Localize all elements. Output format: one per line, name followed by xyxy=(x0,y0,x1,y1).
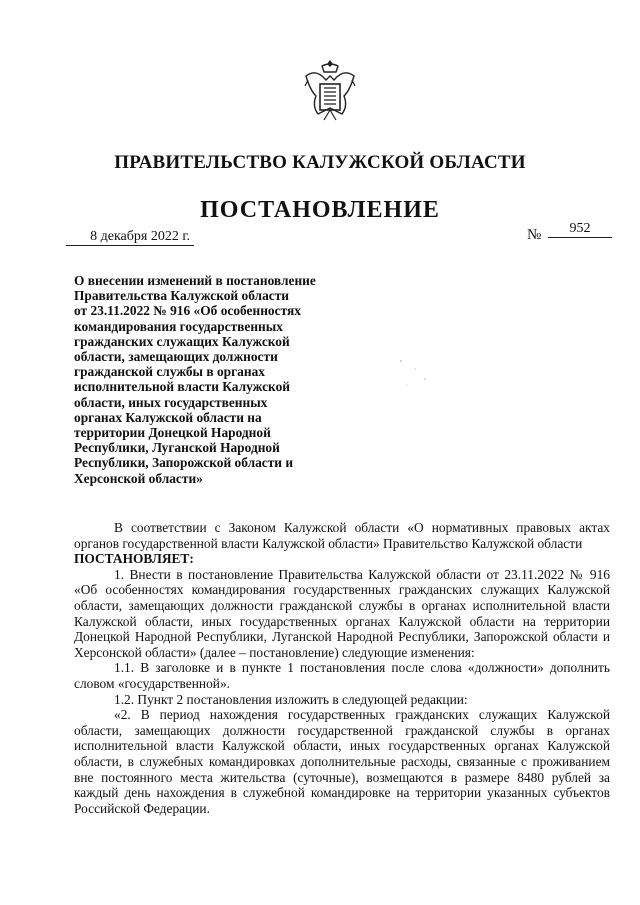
subject-line: гражданских служащих Калужской xyxy=(74,333,290,349)
coat-of-arms-emblem xyxy=(302,58,358,124)
subject-line: области, иных государственных xyxy=(74,394,268,410)
subject-line: Республики, Луганской Народной xyxy=(74,440,280,456)
subject-line: территории Донецкой Народной xyxy=(74,425,271,441)
subject-line: от 23.11.2022 № 916 «Об особенностях xyxy=(74,303,301,319)
item-1-2-paragraph: 1.2. Пункт 2 постановления изложить в следующей редакции: xyxy=(114,691,468,707)
organization-title: ПРАВИТЕЛЬСТВО КАЛУЖСКОЙ ОБЛАСТИ xyxy=(114,152,526,173)
document-date: 8 декабря 2022 г. xyxy=(66,229,194,246)
document-body xyxy=(74,520,610,816)
item-1-2-new-text-paragraph: «2. В период нахождения государственных гражданских служащих Калужской области, замещающих должности государственной гражданской службы в органах исполнительной власти Калужской области, иных государственных органах Калужской области, в служебных командировках дополнительные расходы, связанные с проживанием вне постоянного места жительства (суточные), возмещаются в размере 8480 рублей за каждый день нахождения в служебной командировке на территории указанных субъектов Российской Федерации. xyxy=(74,707,610,816)
subject-line: О внесении изменений в постановление xyxy=(74,273,316,288)
subject-line: области, замещающих должности xyxy=(74,349,278,365)
document-subject xyxy=(74,273,322,486)
item-1-paragraph: 1. Внести в постановление Правительства Калужской области от 23.11.2022 № 916 «Об особенностях командирования государственных гражданских служащих Калужской области, замещающих должности гражданской службы в органах исполнительной власти Калужской области, иных государственных органах Калужской области на территории Донецкой Народной Республики, Луганской Народной Республики, Запорожской области и Херсонской области» (далее – постановление) следующие изменения: xyxy=(74,566,610,660)
subject-line: органах Калужской области на xyxy=(74,409,262,425)
number-label: № xyxy=(527,227,542,243)
document-type-title: ПОСТАНОВЛЕНИЕ xyxy=(200,197,440,223)
item-1-1-paragraph: 1.1. В заголовке и в пункте 1 постановления после слова «должности» дополнить словом «государственной». xyxy=(74,660,610,691)
subject-line: исполнительной власти Калужской xyxy=(74,379,291,395)
subject-line: Правительства Калужской области xyxy=(74,288,290,304)
preamble-paragraph: В соответствии с Законом Калужской области «О нормативных правовых актах органов государственной власти Калужской области» Правительство Калужской области xyxy=(74,520,610,551)
scan-artifact-dots xyxy=(395,355,435,395)
document-number: 952 xyxy=(548,221,612,238)
subject-line: Херсонской области» xyxy=(74,470,203,486)
subject-line: командирования государственных xyxy=(74,318,283,334)
subject-line: Республики, Запорожской области и xyxy=(74,455,294,471)
subject-line: гражданской службы в органах xyxy=(74,364,265,380)
decree-word: ПОСТАНОВЛЯЕТ: xyxy=(74,551,194,567)
